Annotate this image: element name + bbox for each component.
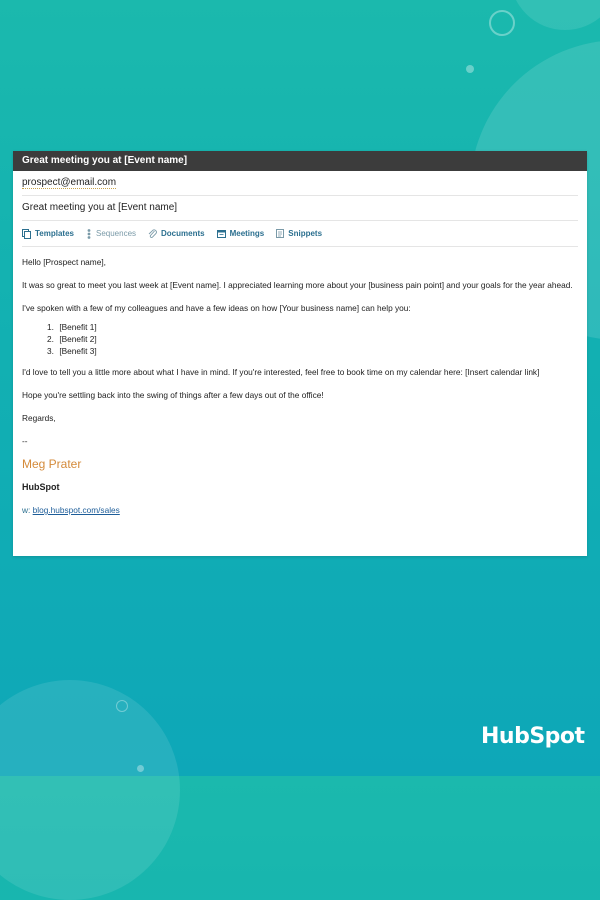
decorative-dot (137, 765, 144, 772)
templates-icon (22, 229, 31, 239)
signature-name: Meg Prater (22, 457, 82, 471)
benefit-text: [Benefit 1] (59, 322, 97, 332)
signature-website (22, 505, 578, 516)
meetings-label: Meetings (229, 229, 265, 238)
window-title: Great meeting you at [Event name] (13, 151, 587, 171)
email-compose-window (13, 151, 587, 556)
snippets-label: Snippets (288, 229, 323, 238)
website-link[interactable]: blog.hubspot.com/sales (32, 505, 120, 515)
recipient-email: prospect@email.com (22, 177, 117, 188)
decorative-ring (116, 700, 128, 712)
templates-button[interactable] (22, 229, 74, 239)
signature-divider: -- (22, 436, 28, 446)
list-item: 1. [Benefit 1] (47, 322, 97, 332)
decorative-dot (466, 65, 474, 73)
body-paragraph: It was so great to meet you last week at [Event name]. I appreciated learning more about your [business pain point] and your goals for the year ahead. (22, 280, 573, 290)
sequences-button[interactable] (86, 229, 136, 239)
templates-label: Templates (35, 229, 74, 238)
website-prefix: w: (22, 505, 31, 515)
body-paragraph: Hope you're settling back into the swing of things after a few days out of the office! (22, 390, 324, 400)
sequences-label: Sequences (95, 229, 137, 238)
benefit-text: [Benefit 3] (59, 346, 97, 356)
benefits-list (47, 322, 578, 357)
sequences-icon (86, 229, 92, 239)
body-paragraph: I've spoken with a few of my colleagues and have a few ideas on how [Your business name] can help you: (22, 303, 411, 313)
meetings-button[interactable] (217, 229, 265, 238)
documents-label: Documents (161, 229, 205, 238)
body-paragraph: I'd love to tell you a little more about what I have in mind. If you're interested, feel free to book time on my calendar here: [Insert calendar link] (22, 367, 540, 377)
hubspot-logo (481, 724, 585, 749)
decorative-circle (0, 680, 180, 900)
benefit-text: [Benefit 2] (59, 334, 97, 344)
snippets-icon (276, 229, 284, 238)
logo-text: HubSpot (481, 724, 585, 749)
decorative-ring (489, 10, 515, 36)
list-item: 2. [Benefit 2] (47, 334, 97, 344)
signature-company: HubSpot (22, 482, 60, 492)
email-body[interactable] (13, 247, 587, 516)
subject-field[interactable]: Great meeting you at [Event name] (22, 196, 578, 221)
greeting-text: Hello [Prospect name], (22, 257, 106, 267)
documents-icon (148, 229, 157, 239)
list-item: 3. [Benefit 3] (47, 346, 97, 356)
snippets-button[interactable] (276, 229, 322, 238)
meetings-icon (217, 229, 226, 238)
email-toolbar (22, 221, 578, 247)
decorative-circle (510, 0, 600, 30)
to-field[interactable] (22, 171, 578, 196)
documents-button[interactable] (148, 229, 205, 239)
closing-text: Regards, (22, 413, 56, 423)
